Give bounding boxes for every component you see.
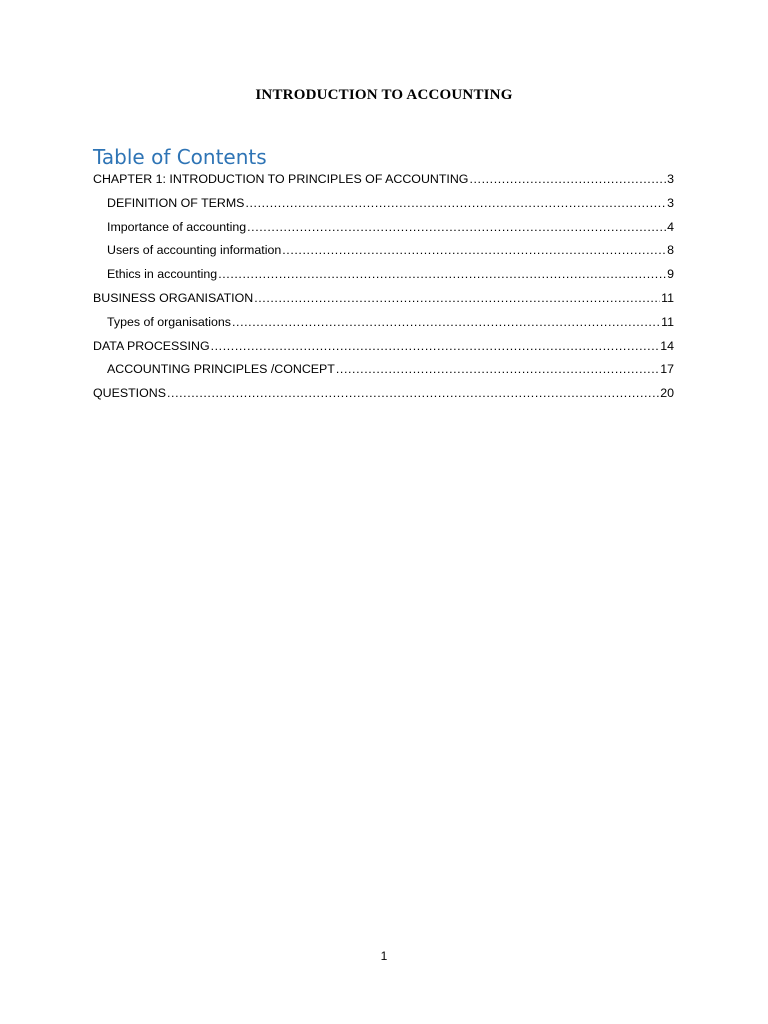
toc-entry-text: DATA PROCESSING [93, 338, 210, 353]
toc-entry-users-of-accounting-information[interactable] [93, 243, 674, 267]
toc-entry-page: 14 [660, 338, 674, 353]
toc-leader-dots [469, 172, 666, 186]
toc-leader-dots [167, 386, 659, 400]
toc-entry-questions[interactable] [93, 386, 674, 410]
toc-entry-page: 3 [667, 195, 674, 210]
toc-entry-data-processing[interactable] [93, 339, 674, 363]
toc-entry-importance-of-accounting[interactable] [93, 220, 674, 244]
toc-leader-dots [282, 243, 666, 257]
toc-leader-dots [245, 196, 666, 210]
toc-leader-dots [211, 339, 660, 353]
toc-entry-page: 3 [667, 172, 674, 186]
document-title: INTRODUCTION TO ACCOUNTING [255, 87, 513, 103]
toc-entry-page: 11 [661, 314, 674, 329]
toc-entry-ethics-in-accounting[interactable] [93, 267, 674, 291]
page-number: 1 [380, 949, 388, 963]
toc-entry-text: CHAPTER 1: INTRODUCTION TO PRINCIPLES OF ACCOUNTING [93, 172, 469, 186]
table-of-contents [93, 172, 674, 410]
toc-entry-text: BUSINESS ORGANISATION [93, 290, 254, 305]
toc-entry-text: Users of accounting information [107, 243, 282, 258]
toc-leader-dots [218, 267, 666, 281]
toc-entry-text: QUESTIONS [93, 386, 166, 401]
toc-entry-page: 4 [667, 219, 674, 234]
toc-heading: Table of Contents [93, 145, 267, 169]
toc-entry-page: 11 [661, 290, 674, 305]
toc-entry-page: 20 [660, 386, 674, 401]
toc-leader-dots [247, 220, 666, 234]
toc-leader-dots [232, 315, 660, 329]
toc-entry-text: Types of organisations [107, 314, 231, 329]
toc-entry-text: DEFINITION OF TERMS [107, 195, 245, 210]
toc-entry-page: 8 [667, 243, 674, 258]
toc-entry-text: ACCOUNTING PRINCIPLES /CONCEPT [107, 362, 335, 377]
toc-entry-accounting-principles[interactable] [93, 362, 674, 386]
toc-entry-business-organisation[interactable] [93, 291, 674, 315]
toc-leader-dots [254, 291, 660, 305]
toc-entry-types-of-organisations[interactable] [93, 315, 674, 339]
toc-entry-page: 17 [660, 362, 674, 377]
toc-entry-definition-of-terms[interactable] [93, 196, 674, 220]
toc-entry-chapter-1[interactable] [93, 172, 674, 196]
toc-entry-text: Importance of accounting [107, 219, 247, 234]
toc-entry-page: 9 [667, 267, 674, 282]
toc-entry-text: Ethics in accounting [107, 267, 218, 282]
toc-leader-dots [336, 362, 659, 376]
